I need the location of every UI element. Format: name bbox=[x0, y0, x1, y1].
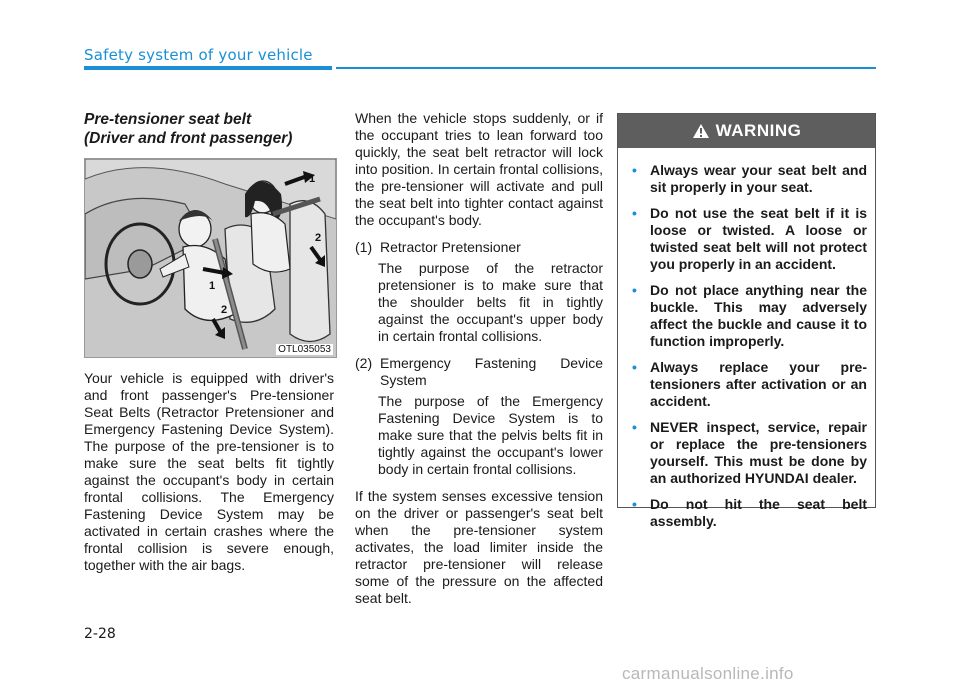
label-1-bottom: 1 bbox=[209, 280, 216, 292]
header-rule-thin bbox=[336, 67, 876, 69]
list-item-retractor bbox=[355, 239, 603, 345]
warning-item bbox=[630, 496, 867, 530]
bullet-icon: • bbox=[632, 162, 637, 178]
item-title: Emergency Fastening Device System bbox=[380, 355, 603, 388]
item-number: (1) bbox=[355, 239, 373, 255]
warning-triangle-icon bbox=[692, 123, 710, 139]
warning-item bbox=[630, 282, 867, 350]
heading-line-1: Pre-tensioner seat belt bbox=[84, 111, 252, 128]
warning-header bbox=[618, 114, 875, 148]
list-item-emergency bbox=[355, 355, 603, 478]
warning-item-text: Always replace your pre-tensioners after activation or an accident. bbox=[650, 359, 867, 409]
bullet-icon: • bbox=[632, 205, 637, 221]
label-1-top: 1 bbox=[309, 173, 316, 185]
item-heading bbox=[355, 239, 603, 256]
figure-code: OTL035053 bbox=[278, 344, 331, 355]
warning-item-text: Do not hit the seat belt assembly. bbox=[650, 496, 867, 529]
item-body: The purpose of the Emergency Fastening Device System is to make sure that the pelvis belts fit in tightly against the occupant's lower body in certain frontal collisions. bbox=[378, 393, 603, 477]
label-2-top: 2 bbox=[315, 232, 322, 244]
item-body: The purpose of the retractor pretensioner is to make sure that the shoulder belts fit in tightly against the occupant's upper body in certain frontal collisions. bbox=[378, 260, 603, 344]
watermark: carmanualsonline.info bbox=[622, 664, 794, 683]
warning-title: WARNING bbox=[715, 121, 802, 140]
intro-paragraph: When the vehicle stops suddenly, or if the occupant tries to lean forward too quickly, the seat belt retractor will lock into position. In certain frontal collisions, the pre-tensioner will activate and pull the seat belt into tighter contact against the occupant's body. bbox=[355, 110, 603, 228]
closing-paragraph: If the system senses excessive tension on the driver or passenger's seat belt when the pre-tensioner system activates, the load limiter inside the retractor pre-tensioner will release some of the pressure on the affected seat belt. bbox=[355, 488, 603, 606]
item-heading bbox=[355, 355, 603, 389]
warning-item bbox=[630, 419, 867, 487]
item-number: (2) bbox=[355, 355, 373, 371]
illustration-drawing bbox=[85, 159, 336, 357]
item-title: Retractor Pretensioner bbox=[380, 239, 521, 255]
page-number: 2-28 bbox=[84, 626, 116, 642]
warning-item-text: Always wear your seat belt and sit properly in your seat. bbox=[650, 162, 867, 195]
left-paragraph: Your vehicle is equipped with driver's and front passenger's Pre-tensioner Seat Belts (Retractor Pretensioner and Emergency Fastening Device System). The purpose of the pre-tensioner is to make sure the seat belts fit tightly against the occupant's body in certain frontal collisions. The Emergency Fastening Device System may be activated in certain crashes where the frontal collision is severe enough, together with the air bags. bbox=[84, 370, 334, 573]
bullet-icon: • bbox=[632, 496, 637, 512]
header-rule-thick bbox=[84, 66, 332, 70]
warning-item bbox=[630, 162, 867, 196]
warning-item-text: NEVER inspect, service, repair or replace the pre-tensioners yourself. This must be done by an authorized HYUNDAI dealer. bbox=[650, 419, 867, 486]
bullet-icon: • bbox=[632, 359, 637, 375]
bullet-icon: • bbox=[632, 282, 637, 298]
section-title: Safety system of your vehicle bbox=[84, 46, 313, 64]
warning-item-text: Do not use the seat belt if it is loose or twisted. A loose or twisted seat belt will not protect you properly in an accident. bbox=[650, 205, 867, 272]
warning-item bbox=[630, 205, 867, 273]
warning-box bbox=[617, 113, 876, 529]
heading-line-2: (Driver and front passenger) bbox=[84, 130, 293, 147]
section-heading bbox=[84, 110, 334, 148]
middle-column bbox=[355, 110, 603, 617]
bullet-icon: • bbox=[632, 419, 637, 435]
warning-item bbox=[630, 359, 867, 410]
warning-item-text: Do not place anything near the buckle. This may adversely affect the buckle and cause it to function improperly. bbox=[650, 282, 867, 349]
seatbelt-illustration bbox=[84, 158, 337, 358]
label-2-bottom: 2 bbox=[221, 304, 228, 316]
warning-list bbox=[618, 148, 875, 530]
